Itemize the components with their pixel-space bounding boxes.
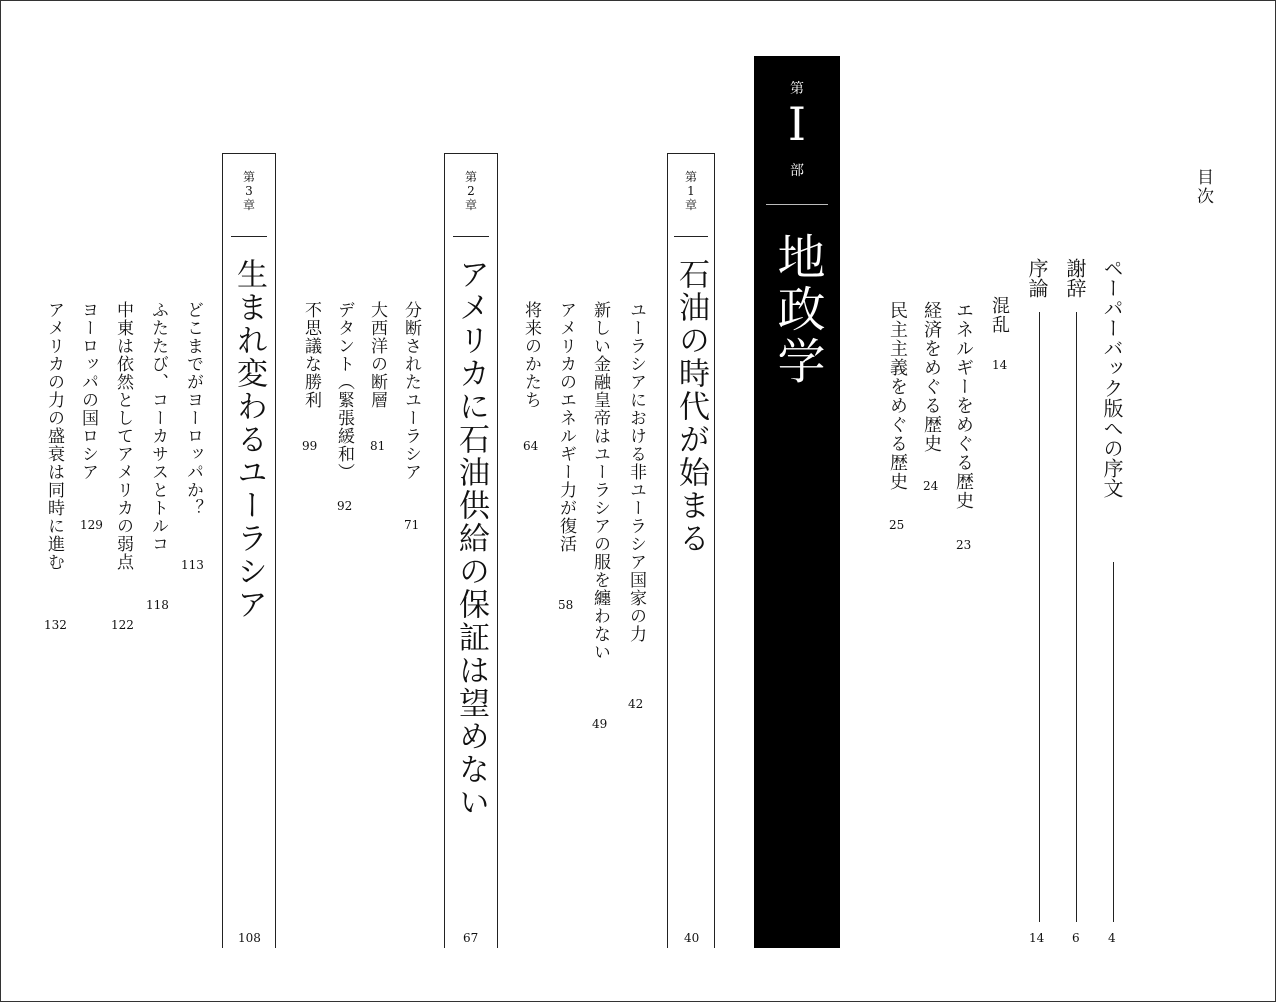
ch1-section-1[interactable]: ユーラシアにおける非ユーラシア国家の力: [626, 301, 646, 643]
ch1-section-1-page: 42: [628, 697, 644, 711]
ch2-label: 第 2 章: [464, 170, 477, 212]
intro-section-1[interactable]: 混乱: [989, 296, 1010, 334]
ch2-section-3[interactable]: デタント（緊張緩和）: [334, 301, 354, 481]
ch1-section-3[interactable]: アメリカのエネルギー力が復活: [556, 301, 576, 553]
ch2-left-rule: [444, 153, 445, 948]
leader-introduction: [1039, 312, 1040, 922]
intro-section-4[interactable]: 民主主義をめぐる歴史: [887, 301, 908, 491]
part-numeral: I: [787, 97, 807, 151]
front-matter-preface[interactable]: ペーパーバック版への序文: [1100, 258, 1124, 498]
ch3-section-2-page: 118: [146, 598, 169, 612]
ch1-section-4-page: 64: [523, 439, 539, 453]
front-matter-acknowledgements[interactable]: 謝辞: [1063, 258, 1087, 298]
intro-section-3-page: 24: [923, 479, 939, 493]
front-matter-introduction[interactable]: 序論: [1025, 258, 1049, 298]
ch2-top-rule: [444, 153, 498, 154]
ch3-right-rule: [275, 153, 276, 948]
ch2-title[interactable]: アメリカに石油供給の保証は望めない: [453, 258, 489, 819]
ch2-section-4-page: 99: [302, 439, 318, 453]
ch1-top-rule: [667, 153, 715, 154]
part-divider: [766, 204, 828, 205]
ch3-section-1[interactable]: どこまでがヨーロッパか？: [183, 301, 203, 517]
intro-section-4-page: 25: [889, 518, 905, 532]
ch1-right-rule: [714, 153, 715, 948]
ch1-page: 40: [684, 931, 700, 945]
ch1-section-2-page: 49: [592, 717, 608, 731]
ch3-section-2[interactable]: ふたたび、コーカサスとトルコ: [148, 301, 168, 553]
ch3-section-3-page: 122: [111, 618, 134, 632]
ch2-section-2[interactable]: 大西洋の断層: [367, 301, 387, 409]
ch3-label-rule: [231, 236, 267, 237]
page-preface: 4: [1108, 931, 1116, 945]
part-title[interactable]: 地政学: [769, 232, 825, 388]
ch3-section-5-page: 132: [44, 618, 67, 632]
leader-preface: [1113, 562, 1114, 922]
intro-section-2[interactable]: エネルギーをめぐる歴史: [953, 301, 974, 510]
ch3-left-rule: [222, 153, 223, 948]
intro-section-1-page: 14: [992, 358, 1008, 372]
intro-section-3[interactable]: 経済をめぐる歴史: [921, 301, 942, 453]
ch3-label: 第 3 章: [242, 170, 255, 212]
ch2-section-1-page: 71: [404, 518, 420, 532]
ch2-section-2-page: 81: [370, 439, 386, 453]
ch2-section-3-page: 92: [337, 499, 353, 513]
ch3-section-4[interactable]: ヨーロッパの国ロシア: [78, 301, 98, 481]
ch1-section-4[interactable]: 将来のかたち: [521, 301, 541, 409]
intro-section-2-page: 23: [956, 538, 972, 552]
ch3-section-1-page: 113: [181, 558, 204, 572]
page-introduction: 14: [1029, 931, 1045, 945]
ch2-label-rule: [453, 236, 489, 237]
ch1-left-rule: [667, 153, 668, 948]
ch1-label-rule: [674, 236, 708, 237]
part-label-bottom: 部: [790, 163, 804, 179]
ch1-section-3-page: 58: [558, 598, 574, 612]
part-banner: [754, 56, 840, 948]
ch1-label: 第 1 章: [684, 170, 697, 212]
part-label-top: 第: [790, 81, 804, 97]
ch3-section-3[interactable]: 中東は依然としてアメリカの弱点: [113, 301, 133, 571]
ch1-title[interactable]: 石油の時代が始まる: [673, 258, 709, 555]
leader-acknowledgements: [1076, 312, 1077, 922]
ch2-right-rule: [497, 153, 498, 948]
ch3-section-5[interactable]: アメリカの力の盛衰は同時に進む: [44, 301, 64, 571]
ch2-section-1[interactable]: 分断されたユーラシア: [401, 301, 421, 481]
ch3-top-rule: [222, 153, 276, 154]
ch1-section-2[interactable]: 新しい金融皇帝はユーラシアの服を纏わない: [590, 301, 610, 661]
ch2-page: 67: [463, 931, 479, 945]
ch3-page: 108: [238, 931, 261, 945]
page-acknowledgements: 6: [1072, 931, 1080, 945]
toc-title: 目次: [1193, 168, 1213, 206]
ch3-title[interactable]: 生まれ変わるユーラシア: [231, 258, 267, 621]
ch3-section-4-page: 129: [80, 518, 103, 532]
ch2-section-4[interactable]: 不思議な勝利: [301, 301, 321, 409]
